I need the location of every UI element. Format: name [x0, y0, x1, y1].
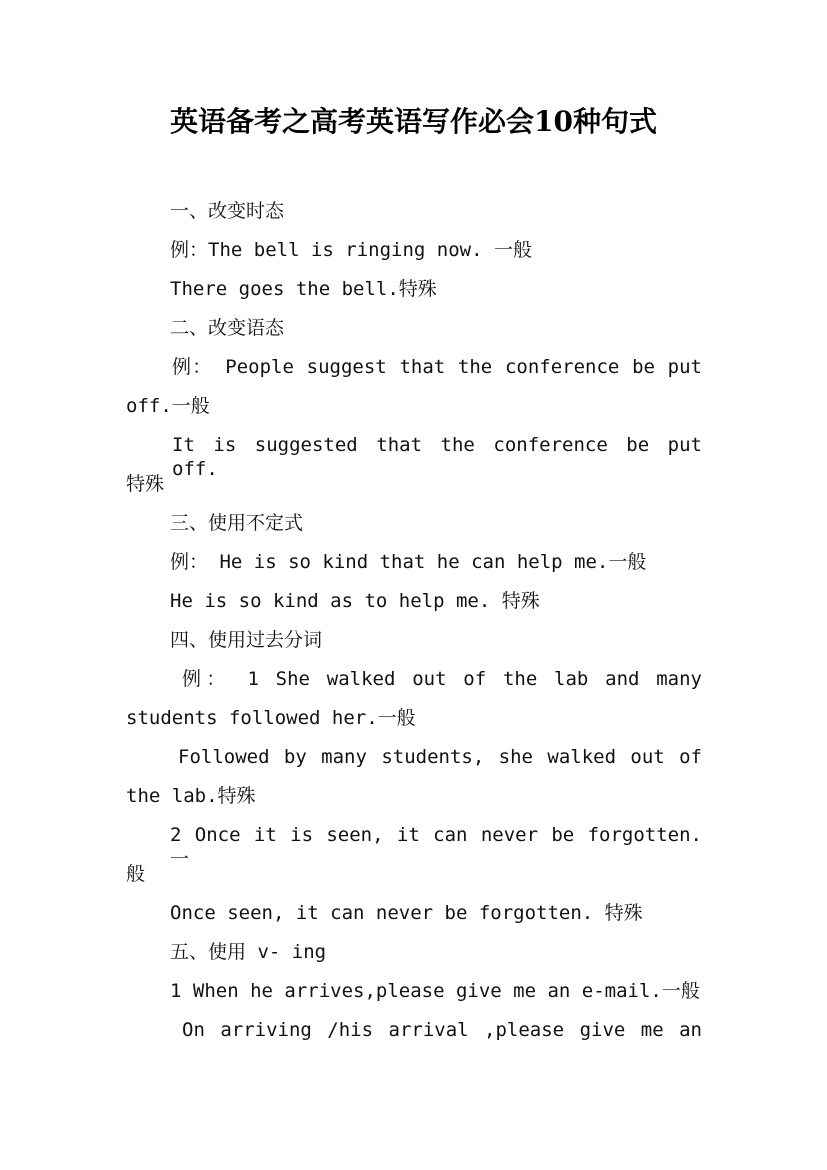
section-heading-tense: 一、改变时态 [170, 200, 285, 222]
example-line: 2 Once it is seen, it can never be forgotten.一 [170, 824, 702, 870]
section-heading-past-participle: 四、使用过去分词 [170, 629, 323, 651]
section-heading-infinitive: 三、使用不定式 [170, 512, 304, 534]
example-line: He is so kind as to help me. 特殊 [170, 590, 540, 612]
section-heading-voice: 二、改变语态 [170, 317, 285, 339]
example-line: 般 [126, 863, 146, 885]
example-line: 1 When he arrives,please give me an e-mail.一般 [170, 980, 700, 1002]
example-line: It is suggested that the conference be put off. [172, 434, 702, 480]
document-title: 英语备考之高考英语写作必会10种句式 [170, 105, 657, 138]
example-line: 例：The bell is ringing now. 一般 [170, 239, 532, 261]
example-line: the lab.特殊 [126, 785, 256, 807]
example-line: 特殊 [126, 473, 165, 495]
example-line: Followed by many students, she walked out of [178, 746, 702, 768]
example-line: students followed her.一般 [126, 707, 416, 729]
example-line: 例： He is so kind that he can help me.一般 [170, 551, 647, 573]
example-line: off.一般 [126, 395, 210, 417]
example-line: There goes the bell.特殊 [170, 278, 437, 300]
example-line: 例： People suggest that the conference be put [172, 356, 702, 378]
example-line: 例： 1 She walked out of the lab and many [182, 668, 702, 690]
section-heading-v-ing: 五、使用 v- ing [170, 941, 327, 963]
example-line: Once seen, it can never be forgotten. 特殊 [170, 902, 643, 924]
example-line: On arriving /his arrival ,please give me an [182, 1019, 702, 1041]
